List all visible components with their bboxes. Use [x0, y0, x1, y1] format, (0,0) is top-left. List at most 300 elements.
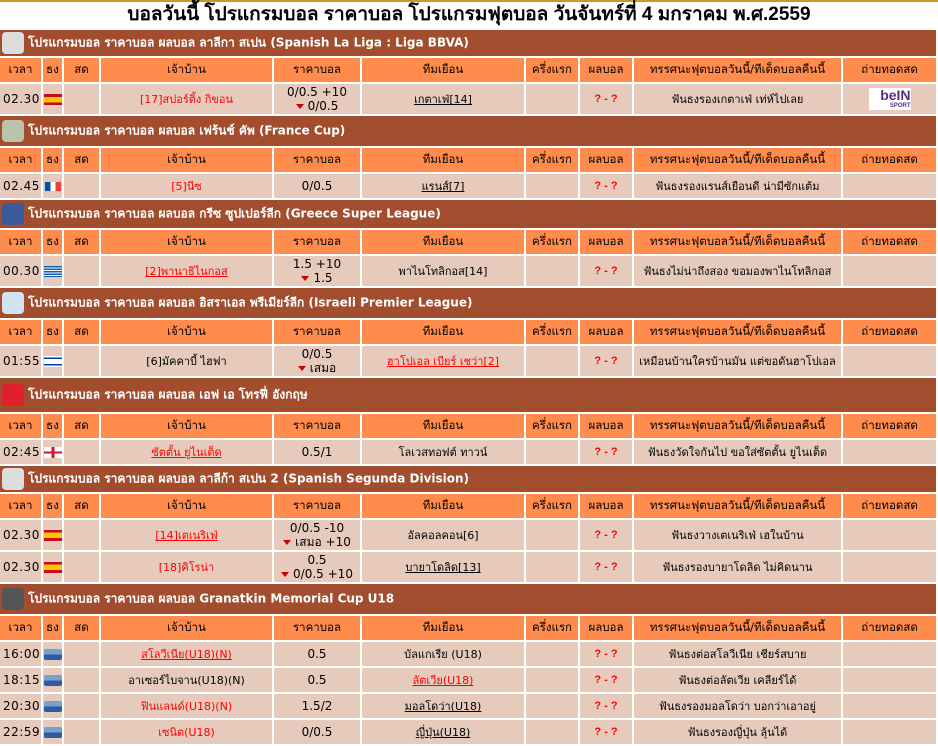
home-team: [5]นีซ — [171, 180, 202, 193]
column-header-result: ผลบอล — [580, 494, 632, 518]
column-header-live-tv: ถ่ายทอดสด — [843, 148, 936, 172]
half-time-cell — [526, 720, 578, 744]
league-header — [0, 584, 936, 614]
match-row — [0, 346, 936, 376]
flag-cell — [43, 642, 62, 666]
column-header-result: ผลบอล — [580, 58, 632, 82]
spain-flag-icon — [44, 94, 62, 105]
away-team-cell — [362, 642, 524, 666]
odds-value: 0/0.5 — [301, 725, 333, 739]
greece-flag-icon — [44, 266, 62, 277]
home-team-cell — [101, 346, 272, 376]
column-header-time: เวลา — [0, 494, 41, 518]
flag-cell — [43, 668, 62, 692]
away-team-cell — [362, 694, 524, 718]
half-time-cell — [526, 694, 578, 718]
column-header-half-time: ครึ่งแรก — [526, 494, 578, 518]
column-header-flag: ธง — [43, 230, 62, 254]
odds-value: 1.5 +10 — [292, 257, 342, 271]
live-tv-cell — [843, 440, 936, 464]
column-header-away-team: ทีมเยือน — [362, 414, 524, 438]
column-header-home-team: เจ้าบ้าน — [101, 148, 272, 172]
lfp-logo-icon — [2, 32, 24, 54]
live-cell — [64, 520, 99, 550]
odds-line — [274, 257, 360, 271]
column-header-live-tv: ถ่ายทอดสด — [843, 494, 936, 518]
league-name[interactable]: โปรแกรมบอล ราคาบอล ผลบอล เอฟ เอ โทรฟี่ อังกฤษ — [28, 387, 308, 402]
prediction-cell: ฟันธงวางเตเนริเฟ่ เฮในบ้าน — [634, 520, 841, 550]
odds-value: เสมอ — [309, 361, 337, 375]
home-team-cell — [101, 256, 272, 286]
column-header-live-tv: ถ่ายทอดสด — [843, 230, 936, 254]
match-time: 02.30 — [0, 552, 41, 582]
away-team[interactable]: ฮาโปเอล เบียร์ เชว่า[2] — [386, 355, 500, 368]
half-time-cell — [526, 520, 578, 550]
odds-value: 1.5/2 — [301, 699, 333, 713]
column-header-away-team: ทีมเยือน — [362, 494, 524, 518]
live-tv-cell — [843, 668, 936, 692]
flag-cell — [43, 346, 62, 376]
column-header-home-team: เจ้าบ้าน — [101, 320, 272, 344]
away-team[interactable]: ลัตเวีย(U18) — [412, 674, 474, 687]
bein-sport-logo[interactable]: beIN SPORT — [869, 88, 911, 110]
away-team-cell — [362, 84, 524, 114]
live-cell — [64, 720, 99, 744]
league-header — [0, 288, 936, 318]
column-header-live: สด — [64, 494, 99, 518]
league-title — [0, 288, 936, 318]
column-header-home-team: เจ้าบ้าน — [101, 414, 272, 438]
live-cell — [64, 694, 99, 718]
league-header — [0, 30, 936, 56]
match-row — [0, 668, 936, 692]
match-time: 02.30 — [0, 520, 41, 550]
away-team-cell — [362, 668, 524, 692]
odds-cell — [274, 552, 360, 582]
column-header-row — [0, 494, 936, 518]
away-team: บัลแกเรีย (U18) — [404, 648, 482, 661]
home-team-cell — [101, 642, 272, 666]
league-title — [0, 200, 936, 228]
column-header-half-time: ครึ่งแรก — [526, 230, 578, 254]
match-time: 16:00 — [0, 642, 41, 666]
away-team[interactable]: แรนส์[7] — [421, 180, 465, 193]
result-cell: ? - ? — [580, 520, 632, 550]
odds-line — [274, 647, 360, 661]
away-team-cell — [362, 720, 524, 744]
column-header-row — [0, 320, 936, 344]
live-cell — [64, 552, 99, 582]
column-header-home-team: เจ้าบ้าน — [101, 58, 272, 82]
result-cell: ? - ? — [580, 720, 632, 744]
live-tv-cell — [843, 84, 936, 114]
israel-flag-icon — [44, 356, 62, 367]
live-cell — [64, 346, 99, 376]
column-header-live: สด — [64, 320, 99, 344]
fifa-flag-icon — [44, 675, 62, 686]
column-header-half-time: ครึ่งแรก — [526, 148, 578, 172]
down-arrow-icon — [301, 276, 309, 281]
league-title — [0, 30, 936, 56]
column-header-prediction: ทรรศนะฟุตบอลวันนี้/ทีเด็ดบอลคืนนี้ — [634, 230, 841, 254]
column-header-live: สด — [64, 230, 99, 254]
away-team[interactable]: มอลโดว่า(U18) — [404, 700, 482, 713]
column-header-live-tv: ถ่ายทอดสด — [843, 320, 936, 344]
column-header-away-team: ทีมเยือน — [362, 320, 524, 344]
column-header-odds: ราคาบอล — [274, 148, 360, 172]
odds-value: 0/0.5 -10 — [289, 521, 345, 535]
live-tv-cell — [843, 552, 936, 582]
league-title — [0, 116, 936, 146]
odds-cell — [274, 720, 360, 744]
column-header-live-tv: ถ่ายทอดสด — [843, 414, 936, 438]
home-team-cell — [101, 520, 272, 550]
live-tv-cell — [843, 520, 936, 550]
league-name[interactable]: โปรแกรมบอล ราคาบอล ผลบอล เฟร้นช์ คัพ (France Cup) — [28, 123, 346, 138]
odds-value: 0/0.5 — [301, 347, 333, 361]
prediction-cell: ฟันธงรองมอลโดว่า บอกว่าเอาอยู่ — [634, 694, 841, 718]
odds-value: 1.5 — [313, 271, 333, 285]
odds-value: 0/0.5 +10 — [287, 85, 347, 99]
column-header-odds: ราคาบอล — [274, 616, 360, 640]
column-header-home-team: เจ้าบ้าน — [101, 494, 272, 518]
live-tv-cell — [843, 256, 936, 286]
column-header-time: เวลา — [0, 230, 41, 254]
flag-cell — [43, 520, 62, 550]
prediction-cell: ฟันธงรองญี่ปุ่น ลุ้นได้ — [634, 720, 841, 744]
odds-cell — [274, 642, 360, 666]
odds-cell — [274, 668, 360, 692]
column-header-odds: ราคาบอล — [274, 414, 360, 438]
column-header-half-time: ครึ่งแรก — [526, 616, 578, 640]
result-cell: ? - ? — [580, 552, 632, 582]
column-header-time: เวลา — [0, 58, 41, 82]
live-cell — [64, 642, 99, 666]
home-team-cell — [101, 720, 272, 744]
result-cell: ? - ? — [580, 174, 632, 198]
away-team[interactable]: บายาโดลิด[13] — [405, 561, 481, 574]
spain-flag-icon — [44, 530, 62, 541]
column-header-prediction: ทรรศนะฟุตบอลวันนี้/ทีเด็ดบอลคืนนี้ — [634, 494, 841, 518]
column-header-row — [0, 58, 936, 82]
away-team[interactable]: เกตาเฟ่[14] — [414, 93, 472, 106]
column-header-prediction: ทรรศนะฟุตบอลวันนี้/ทีเด็ดบอลคืนนี้ — [634, 414, 841, 438]
lfp-logo-icon — [2, 468, 24, 490]
column-header-result: ผลบอล — [580, 320, 632, 344]
match-row — [0, 256, 936, 286]
half-time-cell — [526, 552, 578, 582]
down-arrow-icon — [283, 540, 291, 545]
odds-value: 0.5/1 — [301, 445, 333, 459]
prediction-cell: ฟันธงไม่น่าถึงสอง ขอมองพาไนโทลิกอส — [634, 256, 841, 286]
odds-value: 0.5 — [307, 647, 327, 661]
home-team: อาเซอร์ไบจาน(U18)(N) — [128, 674, 245, 687]
home-team[interactable]: [2]พานาธิไนกอส — [145, 265, 228, 278]
half-time-cell — [526, 174, 578, 198]
column-header-row — [0, 230, 936, 254]
column-header-flag: ธง — [43, 616, 62, 640]
result-cell: ? - ? — [580, 440, 632, 464]
column-header-flag: ธง — [43, 148, 62, 172]
column-header-time: เวลา — [0, 320, 41, 344]
column-header-live: สด — [64, 414, 99, 438]
column-header-prediction: ทรรศนะฟุตบอลวันนี้/ทีเด็ดบอลคืนนี้ — [634, 320, 841, 344]
column-header-half-time: ครึ่งแรก — [526, 320, 578, 344]
match-time: 01:55 — [0, 346, 41, 376]
result-cell: ? - ? — [580, 668, 632, 692]
odds-cell — [274, 694, 360, 718]
down-arrow-icon — [281, 572, 289, 577]
odds-value: 0/0.5 — [301, 179, 333, 193]
half-time-cell — [526, 84, 578, 114]
column-header-result: ผลบอล — [580, 148, 632, 172]
column-header-prediction: ทรรศนะฟุตบอลวันนี้/ทีเด็ดบอลคืนนี้ — [634, 58, 841, 82]
column-header-flag: ธง — [43, 494, 62, 518]
column-header-flag: ธง — [43, 58, 62, 82]
flag-cell — [43, 694, 62, 718]
league-title — [0, 466, 936, 492]
odds-cell — [274, 346, 360, 376]
away-team-cell — [362, 256, 524, 286]
fa-trophy-logo-icon — [2, 384, 24, 406]
league-header — [0, 116, 936, 146]
live-cell — [64, 174, 99, 198]
league-title — [0, 378, 936, 412]
column-header-odds: ราคาบอล — [274, 230, 360, 254]
israel-league-logo-icon — [2, 292, 24, 314]
away-team: โลเวสทอฟต์ ทาวน์ — [398, 446, 488, 459]
prediction-cell: ฟันธงรองเกตาเฟ่ เท่ห์ไปเลย — [634, 84, 841, 114]
away-team-cell — [362, 174, 524, 198]
match-table-body — [0, 30, 936, 744]
odds-value: 0/0.5 +10 — [293, 567, 353, 581]
column-header-result: ผลบอล — [580, 616, 632, 640]
league-name[interactable]: โปรแกรมบอล ราคาบอล ผลบอล ลาลีก้า สเปน 2 (Spanish Segunda Division) — [28, 471, 470, 486]
league-header — [0, 200, 936, 228]
prediction-cell: ฟันธงต่อลัตเวีย เคลียร์ได้ — [634, 668, 841, 692]
home-team-cell — [101, 694, 272, 718]
league-name[interactable]: โปรแกรมบอล ราคาบอล ผลบอล Granatkin Memorial Cup U18 — [28, 591, 395, 606]
odds-line — [274, 673, 360, 687]
live-tv-cell — [843, 642, 936, 666]
home-team: ฟินแลนด์(U18)(N) — [140, 700, 233, 713]
odds-line — [274, 179, 360, 193]
odds-value: 0/0.5 — [307, 99, 339, 113]
result-cell: ? - ? — [580, 346, 632, 376]
odds-line — [274, 521, 360, 535]
half-time-cell — [526, 642, 578, 666]
match-time: 18:15 — [0, 668, 41, 692]
live-tv-cell — [843, 694, 936, 718]
flag-cell — [43, 256, 62, 286]
column-header-live: สด — [64, 148, 99, 172]
home-team-cell — [101, 84, 272, 114]
live-cell — [64, 84, 99, 114]
column-header-home-team: เจ้าบ้าน — [101, 616, 272, 640]
match-time: 22:59 — [0, 720, 41, 744]
result-cell: ? - ? — [580, 256, 632, 286]
home-team[interactable]: ซัตตั้น ยูไนเต็ด — [151, 446, 222, 459]
column-header-flag: ธง — [43, 414, 62, 438]
away-team-cell — [362, 440, 524, 464]
away-team-cell — [362, 346, 524, 376]
league-header — [0, 378, 936, 412]
result-cell: ? - ? — [580, 694, 632, 718]
column-header-row — [0, 414, 936, 438]
result-cell: ? - ? — [580, 84, 632, 114]
france-flag-icon — [44, 181, 62, 192]
fifa-flag-icon — [44, 727, 62, 738]
column-header-time: เวลา — [0, 414, 41, 438]
prediction-cell: ฟันธงรองบายาโดลิด ไม่คิดนาน — [634, 552, 841, 582]
odds-line — [274, 725, 360, 739]
column-header-odds: ราคาบอล — [274, 320, 360, 344]
column-header-home-team: เจ้าบ้าน — [101, 230, 272, 254]
live-cell — [64, 440, 99, 464]
half-time-cell — [526, 668, 578, 692]
live-cell — [64, 256, 99, 286]
live-tv-cell — [843, 720, 936, 744]
away-team: อัลคอลคอน[6] — [407, 529, 479, 542]
away-team-cell — [362, 552, 524, 582]
match-time: 02.45 — [0, 174, 41, 198]
flag-cell — [43, 552, 62, 582]
odds-cell — [274, 440, 360, 464]
live-cell — [64, 668, 99, 692]
away-team: พาไนโทลิกอส[14] — [398, 265, 488, 278]
half-time-cell — [526, 346, 578, 376]
match-time: 02:45 — [0, 440, 41, 464]
down-arrow-icon — [298, 366, 306, 371]
football-logo-icon — [2, 588, 24, 610]
match-row — [0, 552, 936, 582]
odds-line — [274, 85, 360, 99]
half-time-cell — [526, 440, 578, 464]
match-time: 20:30 — [0, 694, 41, 718]
league-title — [0, 584, 936, 614]
odds-line — [274, 567, 360, 581]
column-header-result: ผลบอล — [580, 414, 632, 438]
column-header-prediction: ทรรศนะฟุตบอลวันนี้/ทีเด็ดบอลคืนนี้ — [634, 148, 841, 172]
home-team: [17]สปอร์ติ้ง กิขอน — [139, 93, 234, 106]
half-time-cell — [526, 256, 578, 286]
league-name[interactable]: โปรแกรมบอล ราคาบอล ผลบอล อิสราเอล พรีเมียร์ลีก (Israeli Premier League) — [28, 295, 473, 310]
odds-cell — [274, 174, 360, 198]
flag-cell — [43, 720, 62, 744]
prediction-cell: ฟันธงวัดใจกันไป ขอใส่ซัตตั้น ยูไนเต็ด — [634, 440, 841, 464]
fifa-flag-icon — [44, 701, 62, 712]
match-row — [0, 520, 936, 550]
column-header-half-time: ครึ่งแรก — [526, 58, 578, 82]
column-header-live-tv: ถ่ายทอดสด — [843, 616, 936, 640]
home-team: [18]คิโรน่า — [158, 561, 215, 574]
column-header-row — [0, 616, 936, 640]
odds-line — [274, 535, 360, 549]
result-cell: ? - ? — [580, 642, 632, 666]
match-time: 02.30 — [0, 84, 41, 114]
odds-line — [274, 699, 360, 713]
home-team[interactable]: สโลวีเนีย(U18)(N) — [141, 648, 232, 661]
home-team[interactable]: [14]เตเนริเฟ่ — [155, 529, 218, 542]
home-team-cell — [101, 552, 272, 582]
prediction-cell: ฟันธงรองแรนส์เยือนดี น่ามีซักแต้ม — [634, 174, 841, 198]
live-tv-cell — [843, 346, 936, 376]
column-header-live: สด — [64, 58, 99, 82]
spain-flag-icon — [44, 562, 62, 573]
column-header-time: เวลา — [0, 148, 41, 172]
home-team: เซนิต(U18) — [158, 726, 215, 739]
column-header-prediction: ทรรศนะฟุตบอลวันนี้/ทีเด็ดบอลคืนนี้ — [634, 616, 841, 640]
odds-cell — [274, 256, 360, 286]
column-header-away-team: ทีมเยือน — [362, 230, 524, 254]
flag-cell — [43, 84, 62, 114]
league-name[interactable]: โปรแกรมบอล ราคาบอล ผลบอล ลาลีกา สเปน (Spanish La Liga : Liga BBVA) — [28, 35, 469, 50]
away-team[interactable]: ญี่ปุ่น(U18) — [415, 726, 471, 739]
column-header-odds: ราคาบอล — [274, 58, 360, 82]
league-header — [0, 466, 936, 492]
column-header-half-time: ครึ่งแรก — [526, 414, 578, 438]
column-header-live-tv: ถ่ายทอดสด — [843, 58, 936, 82]
column-header-away-team: ทีมเยือน — [362, 616, 524, 640]
fifa-flag-icon — [44, 649, 62, 660]
live-tv-cell — [843, 174, 936, 198]
prediction-cell: ฟันธงต่อสโลวีเนีย เชียร์สบาย — [634, 642, 841, 666]
away-team-cell — [362, 520, 524, 550]
match-table — [0, 28, 938, 746]
match-row — [0, 642, 936, 666]
column-header-away-team: ทีมเยือน — [362, 148, 524, 172]
odds-line — [274, 361, 360, 375]
match-row — [0, 174, 936, 198]
home-team-cell — [101, 174, 272, 198]
column-header-live: สด — [64, 616, 99, 640]
odds-line — [274, 347, 360, 361]
prediction-cell: เหมือนบ้านใครบ้านมัน แต่ขอดันฮาโปเอล — [634, 346, 841, 376]
odds-value: 0.5 — [307, 673, 327, 687]
match-row — [0, 720, 936, 744]
home-team: [6]มัคคาบี้ ไฮฟา — [146, 355, 227, 368]
odds-line — [274, 553, 360, 567]
odds-cell — [274, 520, 360, 550]
column-header-away-team: ทีมเยือน — [362, 58, 524, 82]
match-row — [0, 694, 936, 718]
column-header-flag: ธง — [43, 320, 62, 344]
flag-cell — [43, 174, 62, 198]
odds-cell — [274, 84, 360, 114]
column-header-odds: ราคาบอล — [274, 494, 360, 518]
match-row — [0, 84, 936, 114]
page-title: บอลวันนี้ โปรแกรมบอล ราคาบอล โปรแกรมฟุตบอล วันจันทร์ที่ 4 มกราคม พ.ศ.2559 — [127, 4, 811, 25]
match-row — [0, 440, 936, 464]
flag-cell — [43, 440, 62, 464]
down-arrow-icon — [296, 104, 304, 109]
odds-line — [274, 445, 360, 459]
league-name[interactable]: โปรแกรมบอล ราคาบอล ผลบอล กรีซ ซูปเปอร์ลีก (Greece Super League) — [28, 206, 441, 221]
greece-league-logo-icon — [2, 203, 24, 225]
match-time: 00.30 — [0, 256, 41, 286]
column-header-row — [0, 148, 936, 172]
odds-line — [274, 271, 360, 285]
home-team-cell — [101, 440, 272, 464]
england-flag-icon — [44, 447, 62, 458]
home-team-cell — [101, 668, 272, 692]
odds-value: 0.5 — [307, 553, 327, 567]
odds-value: เสมอ +10 — [295, 535, 351, 549]
france-cup-logo-icon — [2, 120, 24, 142]
column-header-time: เวลา — [0, 616, 41, 640]
odds-line — [274, 99, 360, 113]
column-header-result: ผลบอล — [580, 230, 632, 254]
